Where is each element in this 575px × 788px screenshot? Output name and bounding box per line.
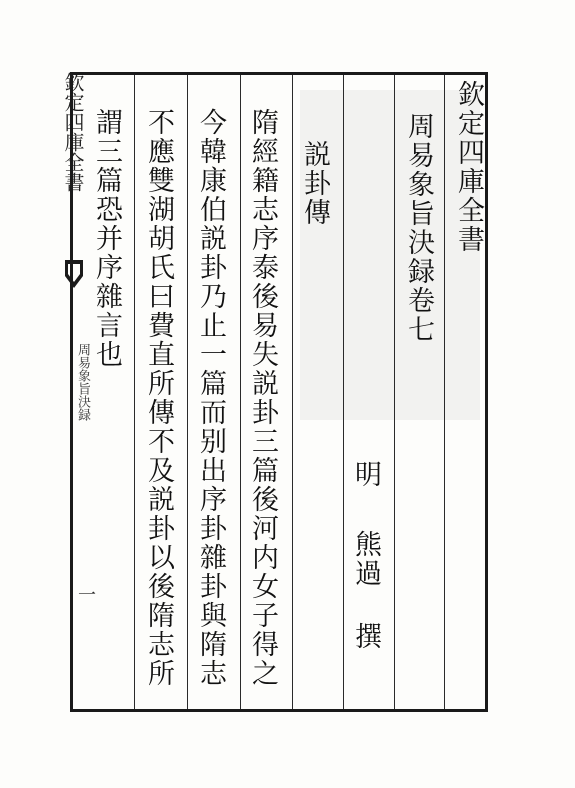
collection-title: 欽定四庫全書: [453, 80, 484, 254]
column-rule: [134, 75, 135, 709]
author-name: 熊過: [350, 530, 381, 588]
column-rule: [394, 75, 395, 709]
margin-short-title: 周易象旨決録: [75, 343, 90, 421]
margin-book-title: 欽定四庫全書: [61, 72, 85, 192]
margin-leaf-number: 一: [75, 585, 96, 603]
body-column-1: 隋經籍志序泰後易失説卦三篇後河内女子得之: [247, 108, 278, 688]
column-rule: [187, 75, 188, 709]
author-role: 撰: [350, 622, 381, 651]
body-column-2: 今韓康伯説卦乃止一篇而别出序卦雜卦與隋志: [195, 108, 226, 688]
body-column-4: 謂三篇恐并序雜言也: [91, 108, 122, 369]
column-rule: [444, 75, 445, 709]
author-dynasty: 明: [350, 460, 381, 489]
column-rule: [292, 75, 293, 709]
body-column-3: 不應雙湖胡氏曰費直所傳不及説卦以後隋志所: [143, 108, 174, 688]
chapter-title: 説卦傳: [299, 140, 330, 227]
column-rule: [343, 75, 344, 709]
work-title: 周易象旨決録卷七: [403, 112, 434, 344]
column-rule: [240, 75, 241, 709]
